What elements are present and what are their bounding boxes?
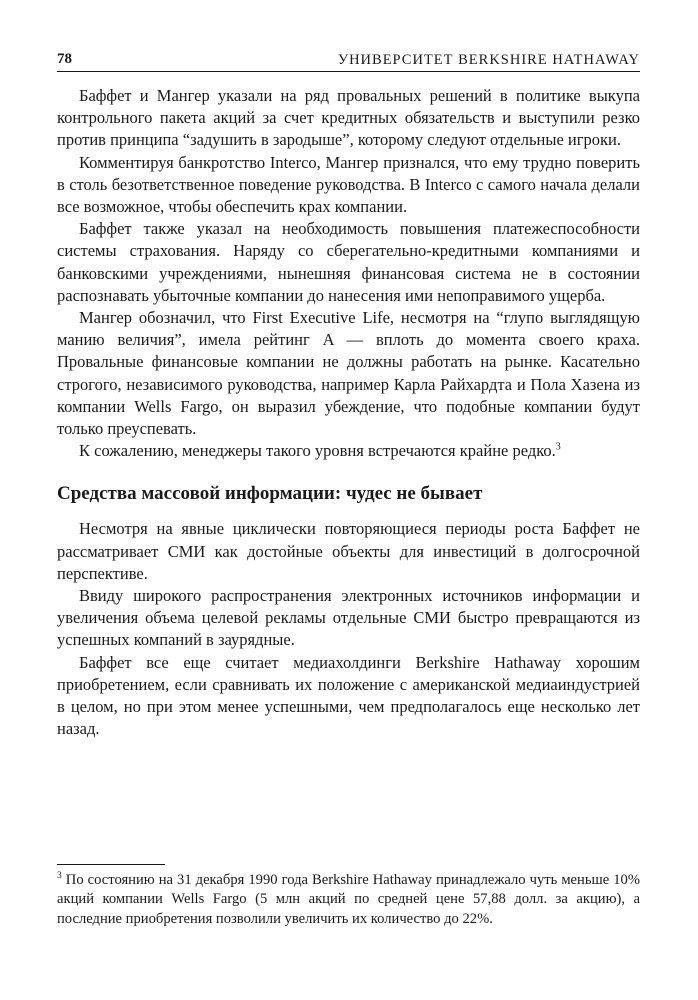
paragraph: Ввиду широкого распространения электронных источников информации и увеличения объема целевой рекламы отдельные СМИ быстро превращаются из успешных компаний в заурядные. <box>57 586 640 650</box>
running-title: УНИВЕРСИТЕТ BERKSHIRE HATHAWAY <box>337 52 640 68</box>
paragraph: Мангер обозначил, что First Executive Life, несмотря на “глупо выглядящую манию величия”, имела рейтинг A — вплоть до момента своего краха. Провальные финансовые компании не должны работать на рынке. Касательно строгого, независимого руководства, например Карла Райхардта и Пола Хазена из компании Wells Fargo, он выразил убеждение, что подобные компании будут только преуспевать. <box>57 308 640 439</box>
footnote-marker: 3 <box>57 871 62 882</box>
footnote <box>57 871 640 929</box>
page-number: 78 <box>57 51 72 67</box>
paragraph: Баффет также указал на необходимость повышения платежеспособности системы страхования. Наряду со сберегательно-кредитными компаниями и банковскими учреждениями, нынешняя финансовая система не в состоянии распознавать убыточные компании до нанесения ими непоправимого ущерба. <box>57 219 640 305</box>
paragraph: Баффет и Мангер указали на ряд провальных решений в политике выкупа контрольного пакета акций за счет кредитных обязательств и выступили резко против принципа “задушить в зародыше”, которому следуют отдельные игроки. <box>57 86 640 150</box>
paragraph-text: К сожалению, менеджеры такого уровня встречаются крайне редко. <box>79 441 556 461</box>
main-text <box>57 85 640 740</box>
paragraph: Несмотря на явные циклически повторяющиеся периоды роста Баффет не рассматривает СМИ как достойные объекты для инвестиций в долгосрочной перспективе. <box>57 519 640 583</box>
footnote-reference[interactable]: 3 <box>555 441 561 453</box>
book-page <box>57 0 640 1000</box>
section-heading: Средства массовой информации: чудес не бывает <box>57 483 483 505</box>
footnote-text: По состоянию на 31 декабря 1990 года Berkshire Hathaway принадлежало чуть меньше 10% акций компании Wells Fargo (5 млн акций по средней цене 57,88 долл. за акцию), а последние приобретения позволили увеличить их количество до 22%. <box>57 872 640 927</box>
running-header <box>57 51 640 72</box>
paragraph: Баффет все еще считает медиахолдинги Berkshire Hathaway хорошим приобретением, если сравнивать их положение с американской медиаиндустрией в целом, но при этом менее успешными, чем предполагалось еще несколько лет назад. <box>57 652 640 739</box>
paragraph-with-footnote <box>57 440 640 462</box>
footnote-divider <box>57 864 165 865</box>
paragraph: Комментируя банкротство Interco, Мангер признался, что ему трудно поверить в столь безответственное поведение руководства. В Interco с самого начала делали все возможное, чтобы обеспечить крах компании. <box>57 152 640 217</box>
